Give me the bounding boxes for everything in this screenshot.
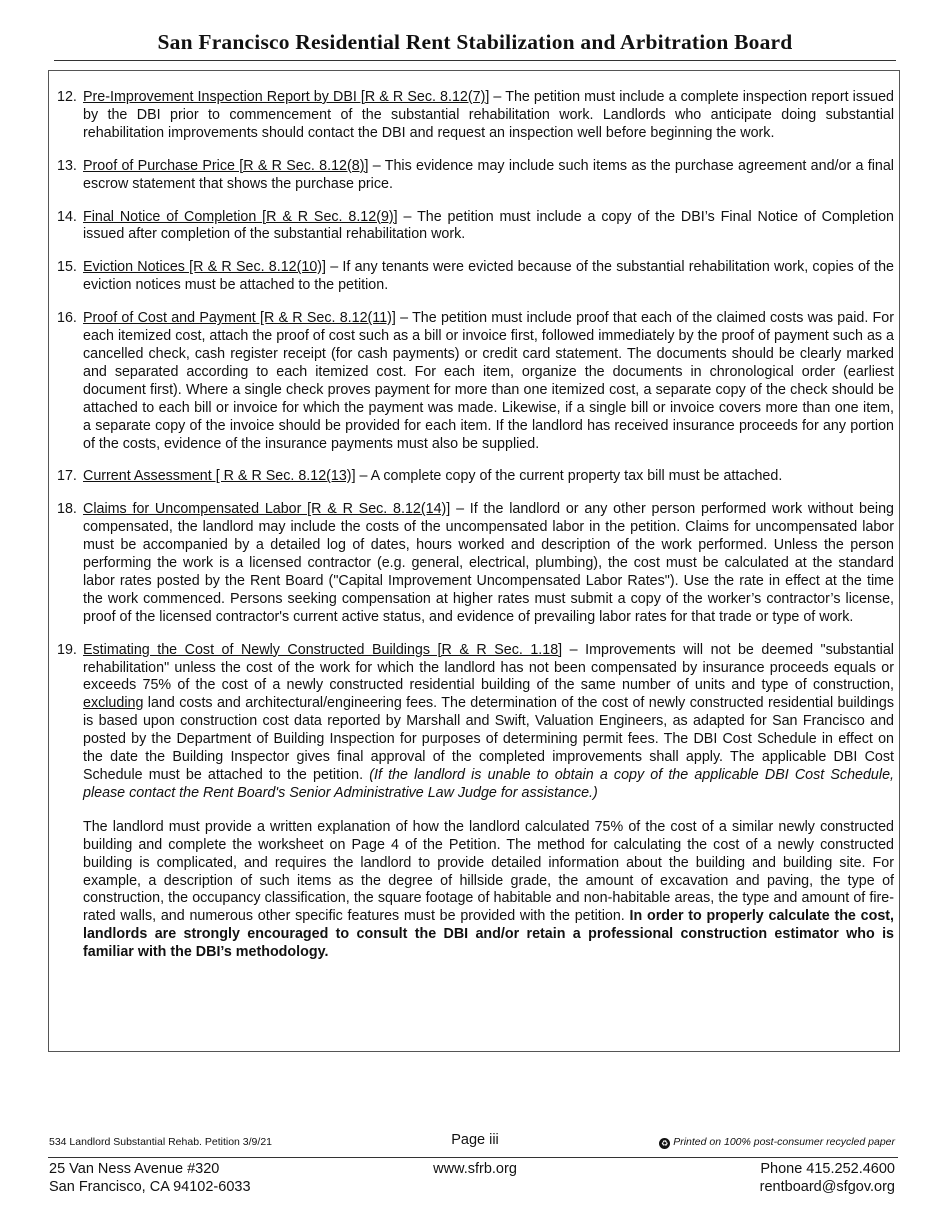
website-link[interactable]: www.sfrb.org	[433, 1161, 517, 1177]
form-id: 534 Landlord Substantial Rehab. Petition 3/9/21	[49, 1136, 272, 1148]
list-item	[49, 89, 901, 143]
item-text: – This evidence may include such items as the purchase agreement and/or a final escrow statement that shows the purchase price.	[83, 157, 894, 192]
list-item	[49, 642, 901, 962]
item-paragraph	[83, 819, 894, 962]
item-heading: Pre-Improvement Inspection Report by DBI [R & R Sec. 8.12(7)]	[83, 89, 490, 105]
item-text-bold: In order to properly calculate the cost, landlords are strongly encouraged to consult the DBI and/or retain a professional construction estimator who is familiar with the DBI’s methodology.	[83, 908, 895, 961]
item-text: – The petition must include proof that each of the claimed costs was paid. For each itemized cost, attach the proof of cost such as a bill or invoice first, followed immediately by the proof of payment such as a cancelled check, cash register receipt (for cash payments) or credit card statement. The documents should be clearly marked and separated according to each itemized cost. For each item, organize the documents in chronological order (earliest document first). Where a single check proves payment for more than one itemized cost, a separate copy of the check should be attached to each bill or invoice for which the payment was made. Likewise, if a single bill or invoice covers more than one item, a separate copy of the invoice should be provided for each item. If the landlord has received insurance proceeds for any portion of the costs, evidence of the insurance payments must also be supplied.	[83, 310, 894, 452]
item-number: 18.	[57, 501, 77, 518]
contact-block	[760, 1160, 895, 1196]
item-heading: Proof of Purchase Price [R & R Sec. 8.12(8)]	[83, 157, 369, 174]
list-item	[49, 259, 901, 295]
email-link[interactable]: rentboard@sfgov.org	[759, 1179, 895, 1195]
item-text: – The petition must include a complete inspection report issued by the DBI prior to commencement of the substantial rehabilitation work. Landlords who anticipate doing substantial rehabilitation improvements should contact the DBI and request an inspection well before beginning the work.	[83, 89, 894, 141]
page-number: Page iii	[451, 1132, 499, 1148]
requirements-list	[49, 89, 901, 977]
item-heading: Current Assessment [ R & R Sec. 8.12(13)]	[83, 468, 356, 485]
item-heading: Claims for Uncompensated Labor [R & R Sec. 8.12(14)]	[83, 501, 451, 518]
list-item	[49, 310, 901, 453]
item-heading: Final Notice of Completion [R & R Sec. 8.12(9)]	[83, 208, 398, 225]
item-text: land costs and architectural/engineering fees. The determination of the cost of newly constructed residential buildings is based upon construction cost data reported by Marshall and Swift, Valuation Engineers, as adapted for San Francisco and posted by the Department of Building Inspection for purposes of determining permit fees. The DBI Cost Schedule in effect on the date the Building Inspector gives final approval of the completed improvements shall apply. The applicable DBI Cost Schedule must be attached to the petition.	[83, 695, 894, 783]
item-text: – The petition must include a copy of the DBI’s Final Notice of Completion issued after completion of the substantial rehabilitation work.	[83, 208, 894, 243]
item-text: – Improvements will not be deemed "substantial rehabilitation" unless the cost of the work for which the landlord has not been compensated by insurance proceeds equals or exceeds 75% of the cost of a newly constructed residential building of the same number of units and type of construction,	[83, 641, 894, 694]
list-item	[49, 501, 901, 626]
address-line: San Francisco, CA 94102-6033	[49, 1179, 251, 1195]
item-number: 14.	[57, 208, 77, 225]
item-number: 19.	[57, 641, 77, 658]
phone-number: Phone 415.252.4600	[760, 1161, 895, 1177]
content-box	[48, 70, 900, 1052]
item-number: 13.	[57, 157, 77, 174]
header-divider	[54, 60, 896, 61]
item-heading: Eviction Notices [R & R Sec. 8.12(10)]	[83, 259, 327, 276]
item-number: 16.	[57, 310, 77, 327]
list-item	[49, 468, 901, 486]
item-text-underlined: excluding	[83, 695, 144, 712]
list-item	[49, 209, 901, 245]
item-heading: Proof of Cost and Payment [R & R Sec. 8.12(11)]	[83, 310, 396, 327]
recycled-text: Printed on 100% post-consumer recycled paper	[673, 1136, 895, 1148]
item-heading: Estimating the Cost of Newly Constructed Buildings [R & R Sec. 1.18]	[83, 641, 563, 658]
list-item	[49, 158, 901, 194]
item-text: The landlord must provide a written explanation of how the landlord calculated 75% of the cost of a similar newly constructed building and complete the worksheet on Page 4 of the Petition. The method for calculating the cost of a newly constructed building is complicated, and requires the landlord to provide detailed information about the building and building site. For example, a description of such items as the degree of hillside grade, the amount of excavation and paving, the type of construction, the occupancy classification, the square footage of habitable and non-habitable areas, the type and amount of fire-rated walls, and numerous other specific features must be provided with the petition.	[83, 818, 894, 925]
item-number: 17.	[57, 468, 77, 485]
page-title: San Francisco Residential Rent Stabilization and Arbitration Board	[157, 30, 793, 54]
recycled-note	[659, 1136, 895, 1149]
item-text: – If any tenants were evicted because of the substantial rehabilitation work, copies of the eviction notices must be attached to the petition.	[83, 259, 894, 294]
item-number: 15.	[57, 259, 77, 276]
item-text: – If the landlord or any other person performed work without being compensated, the landlord may include the costs of the uncompensated labor in the petition. Claims for uncompensated labor must be accompanied by a detailed log of dates, hours worked and description of the work performed. Unless the person performing the work is a licensed contractor (e.g. general, electrical, plumbing), the cost must be calculated at the standard labor rates posted by the Rent Board ("Capital Improvement Uncompensated Labor Rates"). Use the rate in effect at the time the work commenced. Persons seeking compensation at higher rates must submit a copy of the worker’s contractor’s license, proof of the licensed contractor's current active status, and evidence of prevailing labor rates for that trade or type of work.	[83, 501, 894, 625]
recycle-icon: ♻	[661, 1139, 669, 1148]
item-text-italic: (If the landlord is unable to obtain a copy of the applicable DBI Cost Schedule, please contact the Rent Board's Senior Administrative Law Judge for assistance.)	[83, 767, 894, 801]
item-number: 12.	[57, 89, 77, 105]
address-line: 25 Van Ness Avenue #320	[49, 1161, 220, 1177]
item-text: – A complete copy of the current property tax bill must be attached.	[355, 468, 783, 485]
footer-divider	[48, 1157, 898, 1158]
